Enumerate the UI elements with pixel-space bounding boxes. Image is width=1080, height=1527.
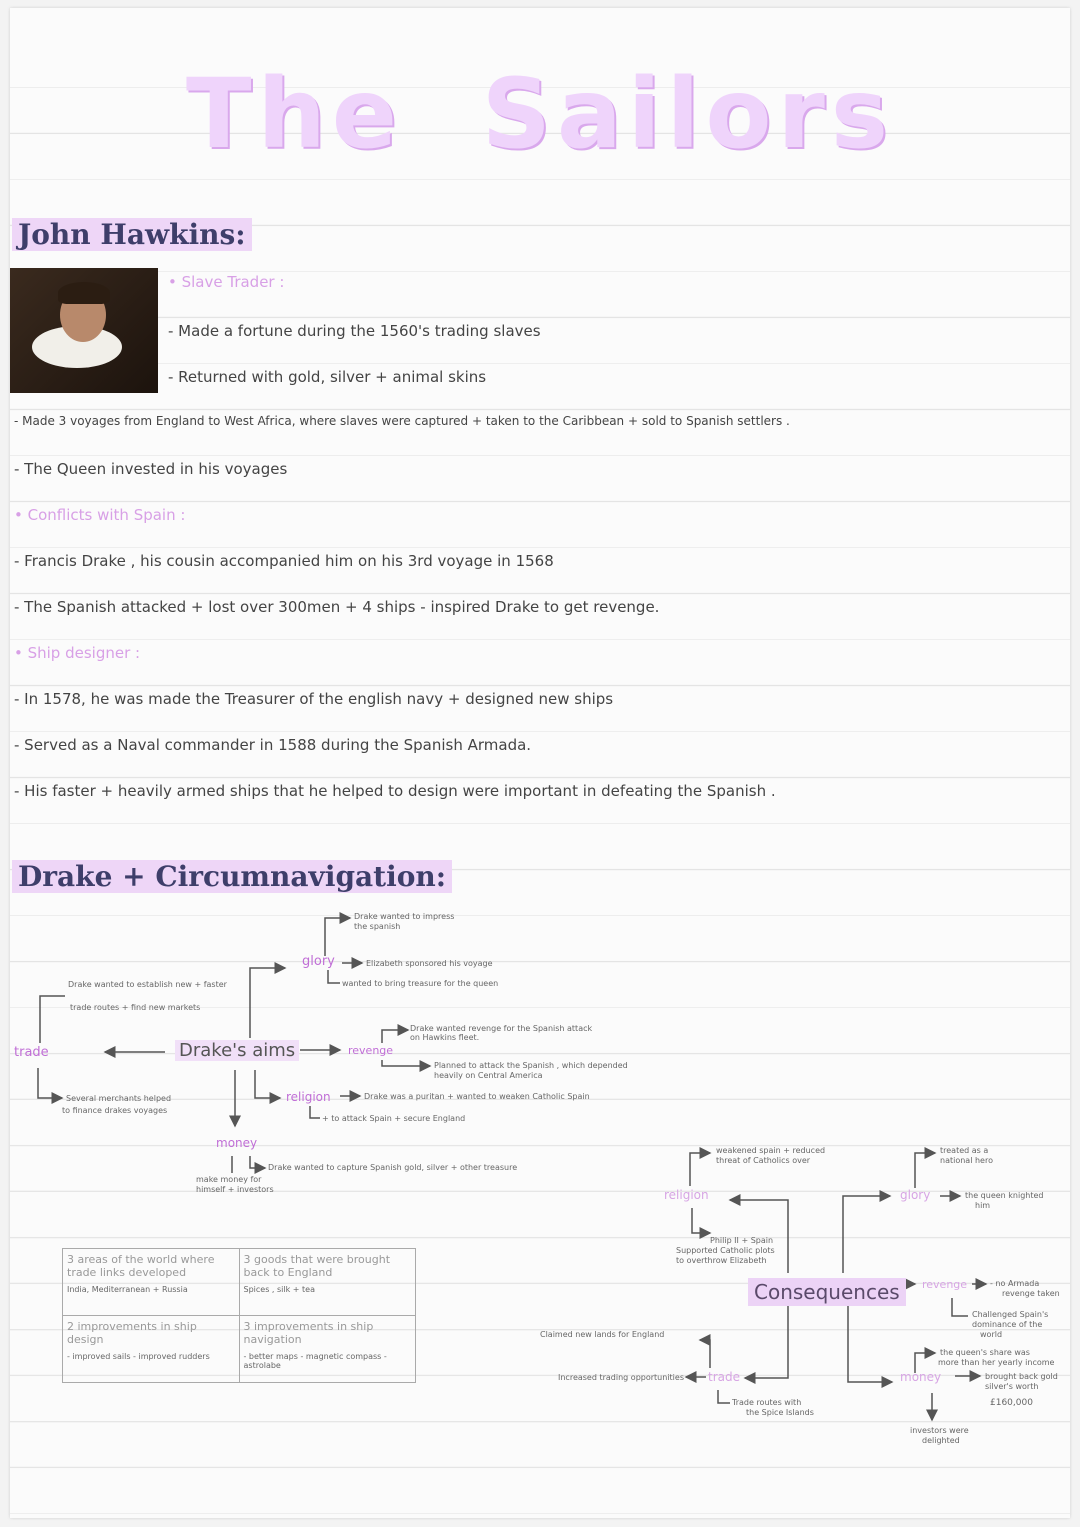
trade-note-4: to finance drakes voyages [62, 1106, 168, 1115]
revenge-note-2: on Hawkins fleet. [410, 1033, 480, 1042]
c-religion-note-4: Supported Catholic plots [676, 1246, 775, 1255]
table-cell [239, 1249, 416, 1316]
note-page [10, 8, 1070, 1518]
c-money-note-2: more than her yearly income [938, 1358, 1055, 1367]
glory-note-1: Drake wanted to impress [354, 912, 455, 921]
c-glory-note-1: treated as a [940, 1146, 989, 1155]
hawkins-heading: John Hawkins: [12, 218, 252, 251]
c-glory-note-2: national hero [940, 1156, 993, 1165]
trade-note-1: Drake wanted to establish new + faster [68, 980, 227, 989]
c-glory-note-3: the queen knighted [965, 1191, 1044, 1200]
conflicts-point-2: - The Spanish attacked + lost over 300men + 4 ships - inspired Drake to get revenge. [14, 598, 660, 616]
money-note-3: himself + investors [196, 1185, 274, 1194]
goods-value: Spices , silk + tea [243, 1285, 315, 1294]
consequences-node: Consequences [748, 1278, 906, 1306]
c-revenge-note-1: - no Armada [990, 1279, 1040, 1288]
c-religion-note-2: threat of Catholics over [716, 1156, 811, 1165]
voyages-point: - Made 3 voyages from England to West Africa, where slaves were captured + taken to the Caribbean + sold to Spanish settlers . [14, 414, 790, 428]
money-note-2: make money for [196, 1175, 262, 1184]
trade-areas-heading: 3 areas of the world where trade links developed [67, 1253, 215, 1279]
c-trade-note-1: Increased trading opportunities [558, 1373, 684, 1382]
c-trade-note-4: the Spice Islands [746, 1408, 814, 1417]
trade-note-3: Several merchants helped [66, 1094, 172, 1103]
religion-note-2: + to attack Spain + secure England [322, 1114, 466, 1123]
revenge-note-3: Planned to attack the Spanish , which depended [434, 1061, 628, 1070]
c-glory-note-4: him [975, 1201, 991, 1210]
aim-money-node: money [216, 1136, 258, 1150]
aim-religion-node: religion [286, 1090, 331, 1104]
religion-note-1: Drake was a puritan + wanted to weaken Catholic Spain [364, 1092, 590, 1101]
aim-glory-node: glory [302, 954, 335, 969]
c-religion-note-1: weakened spain + reduced [716, 1146, 826, 1155]
trade-areas-value: India, Mediterranean + Russia [67, 1285, 188, 1294]
aim-trade-node: trade [14, 1045, 49, 1060]
ship-design-heading: 2 improvements in ship design [67, 1320, 197, 1346]
facts-table [62, 1248, 416, 1383]
table-row [63, 1249, 416, 1316]
glory-note-3: Elizabeth sponsored his voyage [366, 959, 493, 968]
conflicts-point-1: - Francis Drake , his cousin accompanied him on his 3rd voyage in 1568 [14, 552, 554, 570]
c-money-note-6: investors were [910, 1426, 969, 1435]
c-revenge-note-5: world [980, 1330, 1003, 1339]
designer-point-1: - In 1578, he was made the Treasurer of the english navy + designed new ships [14, 690, 614, 708]
slave-trader-point-2: - Returned with gold, silver + animal skins [168, 368, 487, 386]
c-revenge-note-2: revenge taken [1002, 1289, 1060, 1298]
designer-point-3: - His faster + heavily armed ships that he helped to design were important in defeating the Spanish . [14, 782, 776, 800]
c-money-note-5: £160,000 [990, 1398, 1033, 1408]
slave-trader-point-1: - Made a fortune during the 1560's trading slaves [168, 322, 541, 340]
revenge-note-4: heavily on Central America [434, 1071, 543, 1080]
c-money-note-1: the queen's share was [940, 1348, 1030, 1357]
c-revenge-note-3: Challenged Spain's [972, 1310, 1049, 1319]
drakes-aims-node: Drake's aims [175, 1040, 299, 1061]
drake-heading: Drake + Circumnavigation: [12, 860, 452, 893]
consequence-glory-node: glory [900, 1188, 931, 1202]
c-money-note-4: silver's worth [985, 1382, 1039, 1391]
consequence-religion-node: religion [664, 1188, 709, 1202]
designer-point-2: - Served as a Naval commander in 1588 during the Spanish Armada. [14, 736, 532, 754]
navigation-heading: 3 improvements in ship navigation [243, 1320, 374, 1346]
navigation-value: - better maps - magnetic compass - astrolabe [243, 1352, 387, 1370]
consequence-revenge-node: revenge [922, 1278, 968, 1291]
slave-trader-label: • Slave Trader : [168, 273, 285, 291]
table-cell [239, 1316, 416, 1383]
c-religion-note-5: to overthrow Elizabeth [676, 1256, 767, 1265]
conflicts-label: • Conflicts with Spain : [14, 506, 186, 524]
c-money-note-7: delighted [922, 1436, 960, 1445]
revenge-note-1: Drake wanted revenge for the Spanish attack [410, 1024, 593, 1033]
goods-heading: 3 goods that were brought back to England [243, 1253, 391, 1279]
c-money-note-3: brought back gold [985, 1372, 1058, 1381]
money-note-1: Drake wanted to capture Spanish gold, silver + other treasure [268, 1163, 518, 1172]
title-word-the: The [186, 58, 403, 170]
consequence-money-node: money [900, 1370, 942, 1384]
title-word-sailors: Sailors [481, 58, 894, 170]
trade-note-2: trade routes + find new markets [70, 1003, 201, 1012]
glory-note-4: wanted to bring treasure for the queen [342, 979, 499, 988]
c-trade-note-3: Trade routes with [732, 1398, 802, 1407]
table-cell [63, 1249, 240, 1316]
glory-note-2: the spanish [354, 922, 401, 931]
table-cell [63, 1316, 240, 1383]
c-trade-note-2: Claimed new lands for England [540, 1330, 665, 1339]
consequence-trade-node: trade [708, 1370, 740, 1384]
table-row [63, 1316, 416, 1383]
aim-revenge-node: revenge [348, 1044, 394, 1057]
c-religion-note-3: Philip II + Spain [710, 1236, 774, 1245]
ship-design-value: - improved sails - improved rudders [67, 1352, 210, 1361]
queen-invested-point: - The Queen invested in his voyages [14, 460, 288, 478]
ship-designer-label: • Ship designer : [14, 644, 141, 662]
c-revenge-note-4: dominance of the [972, 1320, 1043, 1329]
